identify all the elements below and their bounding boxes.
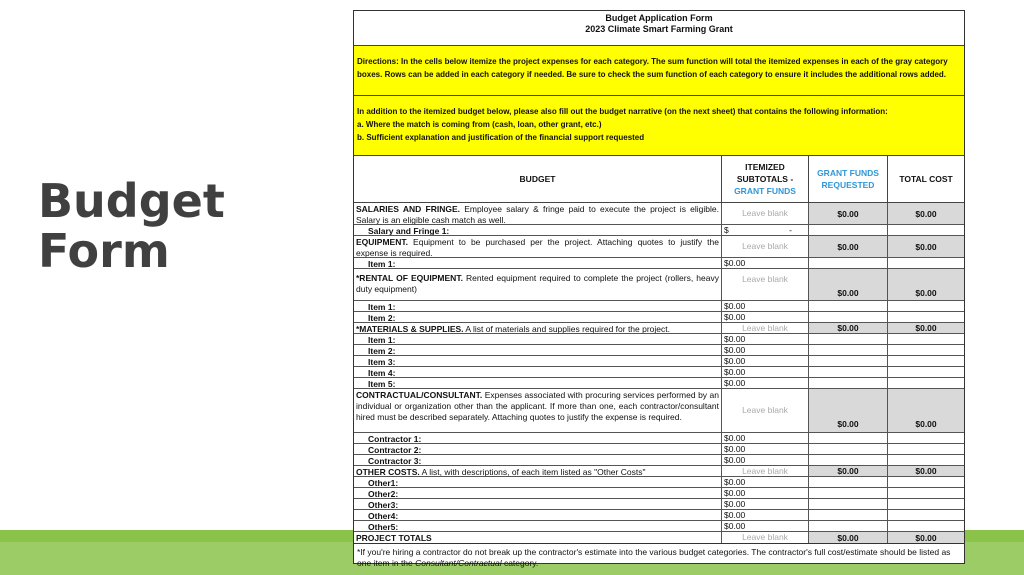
form-header xyxy=(354,11,964,46)
table-row: Other2: $0.00 xyxy=(354,488,964,499)
col-grant-funds: GRANT FUNDS REQUESTED xyxy=(809,156,888,203)
col-itemized: ITEMIZED SUBTOTALS - GRANT FUNDS xyxy=(722,156,809,203)
form-footnote: *If you're hiring a contractor do not break up the contractor's estimate into the various budget categories. The contractor's full cost/estimate should be listed as one item in the Consultant/Contractual category. xyxy=(357,547,951,568)
col-budget: BUDGET xyxy=(354,156,722,203)
category-contractual: CONTRACTUAL/CONSULTANT. Expenses associated with procuring services performed by an individual or organization other than the applicant. If more than one, each contractor/consultant hired must be described separately. Attaching quotes to justify the expense is required. Leave blank $0.00 $0.00 xyxy=(354,389,964,433)
table-row: Contractor 1: $0.00 xyxy=(354,433,964,444)
table-row: Item 1: $0.00 xyxy=(354,334,964,345)
directions-text: Directions: In the cells below itemize the project expenses for each category. The sum function will total the itemized expenses in each of the gray category boxes. Rows can be added in each category if needed. Be sure to check the sum function of each category to ensure it includes the additional rows added. xyxy=(357,57,948,79)
table-row: Item 1: $0.00 xyxy=(354,258,964,269)
form-title: Budget Application Form xyxy=(605,13,713,23)
slide-title-line: Form xyxy=(38,224,170,278)
narrative-intro: In addition to the itemized budget below, please also fill out the budget narrative (on the next sheet) that contains the following information: xyxy=(357,107,888,116)
col-total-cost: TOTAL COST xyxy=(888,156,964,203)
category-materials: *MATERIALS & SUPPLIES. A list of materials and supplies required for the project. Leave blank $0.00 $0.00 xyxy=(354,323,964,334)
category-salaries: SALARIES AND FRINGE. Employee salary & fringe paid to execute the project is eligible. Salary is an eligible cash match as well. Leave blank $0.00 $0.00 xyxy=(354,203,964,225)
table-row: Item 2: $0.00 xyxy=(354,312,964,323)
slide-title-line: Budget xyxy=(38,174,225,228)
table-row: Contractor 3: $0.00 xyxy=(354,455,964,466)
salary-item-row: Salary and Fringe 1: $ - xyxy=(354,225,964,236)
category-equipment: EQUIPMENT. Equipment to be purchased per the project. Attaching quotes to justify the expense is required. Leave blank $0.00 $0.00 xyxy=(354,236,964,258)
table-row: Contractor 2: $0.00 xyxy=(354,444,964,455)
category-other: OTHER COSTS. A list, with descriptions, of each item listed as "Other Costs" Leave blank $0.00 $0.00 xyxy=(354,466,964,477)
table-row: Item 4: $0.00 xyxy=(354,367,964,378)
table-row: Other3: $0.00 xyxy=(354,499,964,510)
budget-form-image xyxy=(353,10,965,568)
category-rental: *RENTAL OF EQUIPMENT. Rented equipment required to complete the project (rollers, heavy duty equipment) Leave blank $0.00 $0.00 xyxy=(354,269,964,301)
table-row: Other4: $0.00 xyxy=(354,510,964,521)
narrative-box xyxy=(354,96,964,156)
table-row: Other5: $0.00 xyxy=(354,521,964,532)
project-totals-row: PROJECT TOTALS Leave blank $0.00 $0.00 xyxy=(354,532,964,544)
narrative-b: b. Sufficient explanation and justification of the financial support requested xyxy=(357,133,645,142)
table-row: Item 3: $0.00 xyxy=(354,356,964,367)
table-row: Item 1: $0.00 xyxy=(354,301,964,312)
narrative-a: a. Where the match is coming from (cash, loan, other grant, etc.) xyxy=(357,120,602,129)
form-subtitle: 2023 Climate Smart Farming Grant xyxy=(585,24,733,34)
table-row: Item 2: $0.00 xyxy=(354,345,964,356)
slide-title xyxy=(38,176,225,276)
table-row: Item 5: $0.00 xyxy=(354,378,964,389)
directions-box xyxy=(354,46,964,96)
table-row: Other1: $0.00 xyxy=(354,477,964,488)
